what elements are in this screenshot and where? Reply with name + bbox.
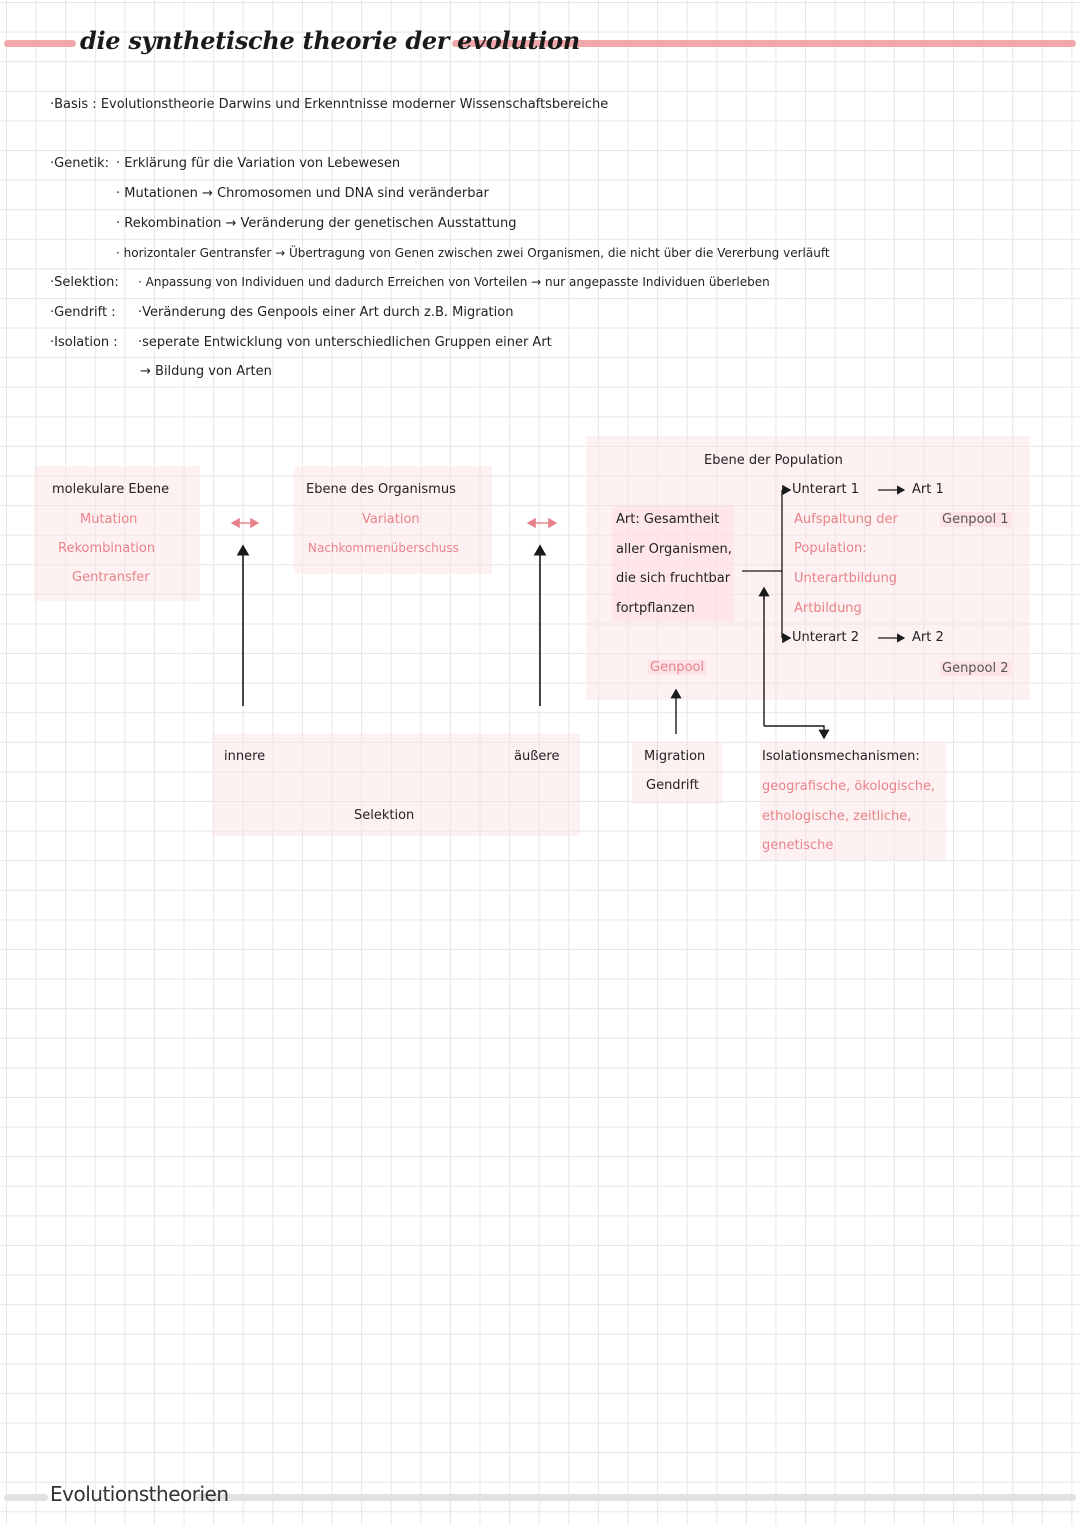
organismus-item-nachkommen: Nachkommenüberschuss <box>308 541 459 555</box>
genetik-line-4: · horizontaler Gentransfer → Übertragung von Genen zwischen zwei Organismen, die nicht über die Vererbung verläuft <box>116 246 830 260</box>
selektion-innere: innere <box>224 749 266 764</box>
selektion-aeussere: äußere <box>514 749 560 764</box>
genpool-2: Genpool 2 <box>942 661 1009 676</box>
isolation-item-1: geografische, ökologische, <box>762 779 936 794</box>
art-def-line-3: die sich fruchtbar <box>616 571 731 586</box>
isolation-result: → Bildung von Arten <box>140 364 272 379</box>
footer-bar-left <box>4 1494 48 1501</box>
split-line-2: Population: <box>794 541 867 556</box>
population-title: Ebene der Population <box>704 453 843 468</box>
molekular-item-rekombination: Rekombination <box>58 541 156 556</box>
art-def-line-4: fortpflanzen <box>616 601 695 616</box>
page-title: die synthetische theorie der evolution <box>80 26 580 55</box>
gendrift-label: ·Gendrift : <box>50 305 116 320</box>
molekular-item-gentransfer: Gentransfer <box>72 570 150 585</box>
unterart-1: Unterart 1 <box>792 482 860 497</box>
split-line-3: Unterartbildung <box>794 571 898 586</box>
genetik-line-3: · Rekombination → Veränderung der genetischen Ausstattung <box>116 216 517 231</box>
selektion-label: Selektion <box>354 808 415 823</box>
art-def-line-2: aller Organismen, <box>616 542 732 557</box>
gendrift-text: ·Veränderung des Genpools einer Art durch z.B. Migration <box>138 305 514 320</box>
migration-label: Migration <box>644 749 706 764</box>
isolation-label: ·Isolation : <box>50 335 118 350</box>
gendrift-diagram-label: Gendrift <box>646 778 699 793</box>
molekular-item-mutation: Mutation <box>80 512 138 527</box>
selektion-label: ·Selektion: <box>50 275 119 290</box>
genpool-1: Genpool 1 <box>942 512 1009 527</box>
unterart-2: Unterart 2 <box>792 630 860 645</box>
split-line-1: Aufspaltung der <box>794 512 898 527</box>
footer-bar-right <box>196 1494 1076 1501</box>
split-line-4: Artbildung <box>794 601 862 616</box>
isolation-item-2: ethologische, zeitliche, <box>762 809 912 824</box>
genetik-line-1: · Erklärung für die Variation von Lebewesen <box>116 156 401 171</box>
organismus-title: Ebene des Organismus <box>306 482 456 497</box>
organismus-item-variation: Variation <box>362 512 420 527</box>
isolation-title: Isolationsmechanismen: <box>762 749 920 764</box>
basis-line: ·Basis : Evolutionstheorie Darwins und Erkenntnisse moderner Wissenschaftsbereiche <box>50 97 609 112</box>
footer-label: Evolutionstheorien <box>50 1482 229 1506</box>
molekular-title: molekulare Ebene <box>52 482 170 497</box>
genetik-line-2: · Mutationen → Chromosomen und DNA sind veränderbar <box>116 186 489 201</box>
genetik-label: ·Genetik: <box>50 156 110 171</box>
selektion-text: · Anpassung von Individuen und dadurch Erreichen von Vorteilen → nur angepasste Individuen überleben <box>138 275 770 289</box>
isolation-arrow <box>764 590 824 736</box>
genpool-label: Genpool <box>650 660 705 675</box>
art-1: Art 1 <box>912 482 944 497</box>
art-2: Art 2 <box>912 630 944 645</box>
isolation-text: ·seperate Entwicklung von unterschiedlichen Gruppen einer Art <box>138 335 552 350</box>
isolation-item-3: genetische <box>762 838 834 853</box>
art-def-line-1: Art: Gesamtheit <box>616 512 720 527</box>
branch-line <box>742 490 782 638</box>
